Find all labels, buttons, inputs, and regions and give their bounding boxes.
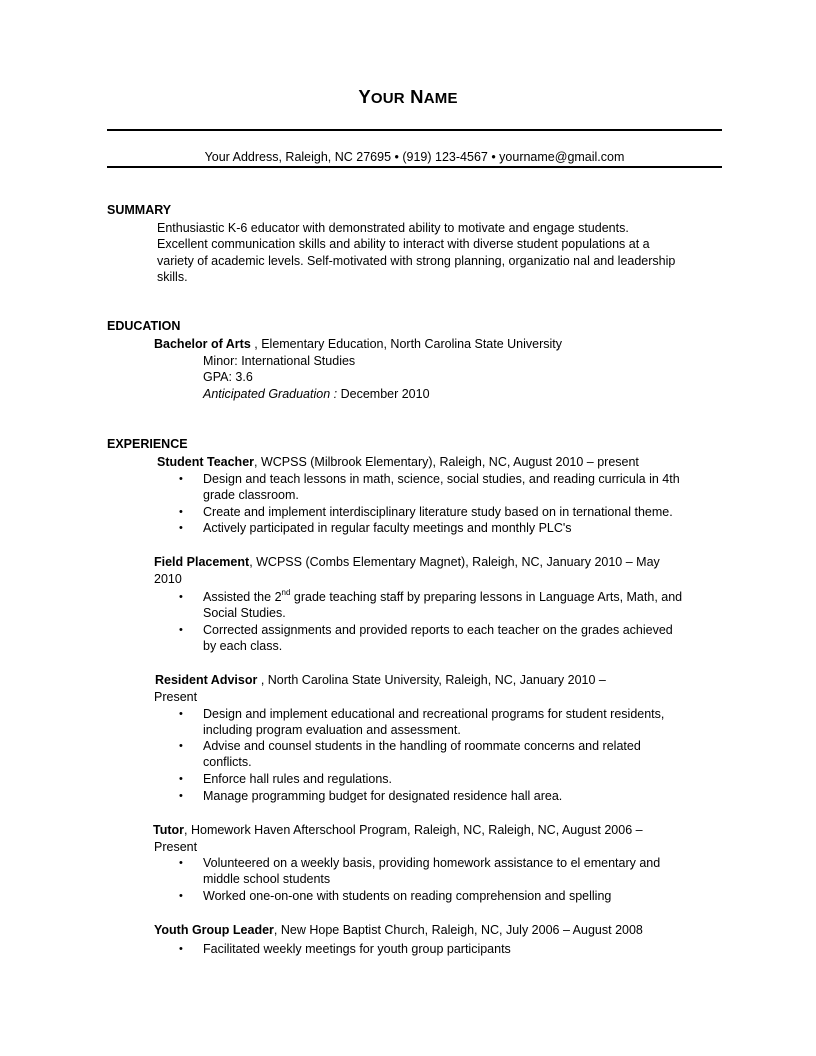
bullet-text-cont: by each class. <box>203 639 283 653</box>
job-field-placement-title-line <box>154 554 660 571</box>
graduation-line <box>203 386 430 403</box>
degree-line <box>154 336 562 353</box>
job-details-cont: 2010 <box>154 572 182 586</box>
education-heading: EDUCATION <box>107 319 181 333</box>
name-last-rest: AME <box>423 90 458 107</box>
experience-heading: EXPERIENCE <box>107 437 188 451</box>
job-title: Field Placement <box>154 555 250 569</box>
graduation-label: Anticipated Graduation : <box>203 387 338 401</box>
bullet-text: Design and teach lessons in math, science, social studies, and reading curricula in 4th <box>203 472 680 486</box>
job-student-teacher-title-line <box>157 454 639 471</box>
bullet-text <box>203 589 682 606</box>
degree-title: Bachelor of Arts <box>154 337 251 351</box>
graduation-value: December 2010 <box>337 387 430 401</box>
job-title: Resident Advisor <box>155 673 258 687</box>
bullet-marker: • <box>179 740 183 752</box>
resume-name <box>0 86 816 108</box>
bullet-text-cont: grade classroom. <box>203 488 299 502</box>
bullet-text: Manage programming budget for designated residence hall area. <box>203 789 563 803</box>
name-first-rest: OUR <box>370 90 405 107</box>
bullet-text: Create and implement interdisciplinary literature study based on in ternational theme. <box>203 505 673 519</box>
bullet-marker: • <box>179 506 183 518</box>
bullet-text-cont: Social Studies. <box>203 606 286 620</box>
job-youth-group-title-line <box>154 922 643 939</box>
contact-line: Your Address, Raleigh, NC 27695 • (919) 123-4567 • yourname@gmail.com <box>204 150 625 164</box>
job-resident-advisor-title-line <box>155 672 606 689</box>
job-details: , WCPSS (Combs Elementary Magnet), Raleigh, NC, January 2010 – May <box>249 555 660 569</box>
bottom-rule <box>107 166 722 168</box>
bullet-text-cont: middle school students <box>203 872 331 886</box>
bullet-marker: • <box>179 790 183 802</box>
bullet-marker: • <box>179 890 183 902</box>
job-details: , North Carolina State University, Raleigh, NC, January 2010 – <box>257 673 606 687</box>
summary-line-4: skills. <box>157 270 188 284</box>
bullet-text-part: grade teaching staff by preparing lessons in Language Arts, Math, and <box>290 590 683 604</box>
bullet-marker: • <box>179 624 183 636</box>
bullet-text: Enforce hall rules and regulations. <box>203 772 393 786</box>
bullet-marker: • <box>179 857 183 869</box>
job-details: , Homework Haven Afterschool Program, Raleigh, NC, Raleigh, NC, August 2006 – <box>184 823 643 837</box>
summary-line-2: Excellent communication skills and ability to interact with diverse student populations at a <box>157 237 650 251</box>
bullet-text-cont: conflicts. <box>203 755 252 769</box>
bullet-marker: • <box>179 473 183 485</box>
bullet-text: Actively participated in regular faculty meetings and monthly PLC's <box>203 521 572 535</box>
summary-line-1: Enthusiastic K-6 educator with demonstrated ability to motivate and engage students. <box>157 221 629 235</box>
job-title: Tutor <box>153 823 185 837</box>
name-last-initial: N <box>410 86 424 107</box>
job-details-cont: Present <box>154 840 198 854</box>
gpa-line: GPA: 3.6 <box>203 370 253 384</box>
degree-details: , Elementary Education, North Carolina State University <box>250 337 563 351</box>
bullet-text-cont: including program evaluation and assessment. <box>203 723 461 737</box>
bullet-marker: • <box>179 773 183 785</box>
bullet-marker: • <box>179 522 183 534</box>
bullet-text: Worked one-on-one with students on reading comprehension and spelling <box>203 889 612 903</box>
bullet-marker: • <box>179 708 183 720</box>
bullet-text: Volunteered on a weekly basis, providing homework assistance to el ementary and <box>203 856 661 870</box>
summary-heading: SUMMARY <box>107 203 172 217</box>
job-details: , WCPSS (Milbrook Elementary), Raleigh, NC, August 2010 – present <box>254 455 639 469</box>
ordinal-superscript: nd <box>281 587 291 597</box>
name-first-initial: Y <box>358 86 371 107</box>
bullet-text: Advise and counsel students in the handling of roommate concerns and related <box>203 739 641 753</box>
bullet-marker: • <box>179 591 183 603</box>
job-tutor-title-line <box>153 822 643 839</box>
bullet-text: Design and implement educational and recreational programs for student residents, <box>203 707 665 721</box>
summary-line-3: variety of academic levels. Self-motivated with strong planning, organizatio nal and leadership <box>157 254 676 268</box>
minor-line: Minor: International Studies <box>203 354 356 368</box>
bullet-text: Corrected assignments and provided reports to each teacher on the grades achieved <box>203 623 673 637</box>
bullet-text-part: Assisted the 2 <box>203 590 282 604</box>
job-details-cont: Present <box>154 690 198 704</box>
job-details: , New Hope Baptist Church, Raleigh, NC, July 2006 – August 2008 <box>273 923 643 937</box>
bullet-text: Facilitated weekly meetings for youth group participants <box>203 942 511 956</box>
job-title: Youth Group Leader <box>154 923 274 937</box>
top-rule <box>107 129 722 131</box>
bullet-marker: • <box>179 943 183 955</box>
job-title: Student Teacher <box>157 455 255 469</box>
